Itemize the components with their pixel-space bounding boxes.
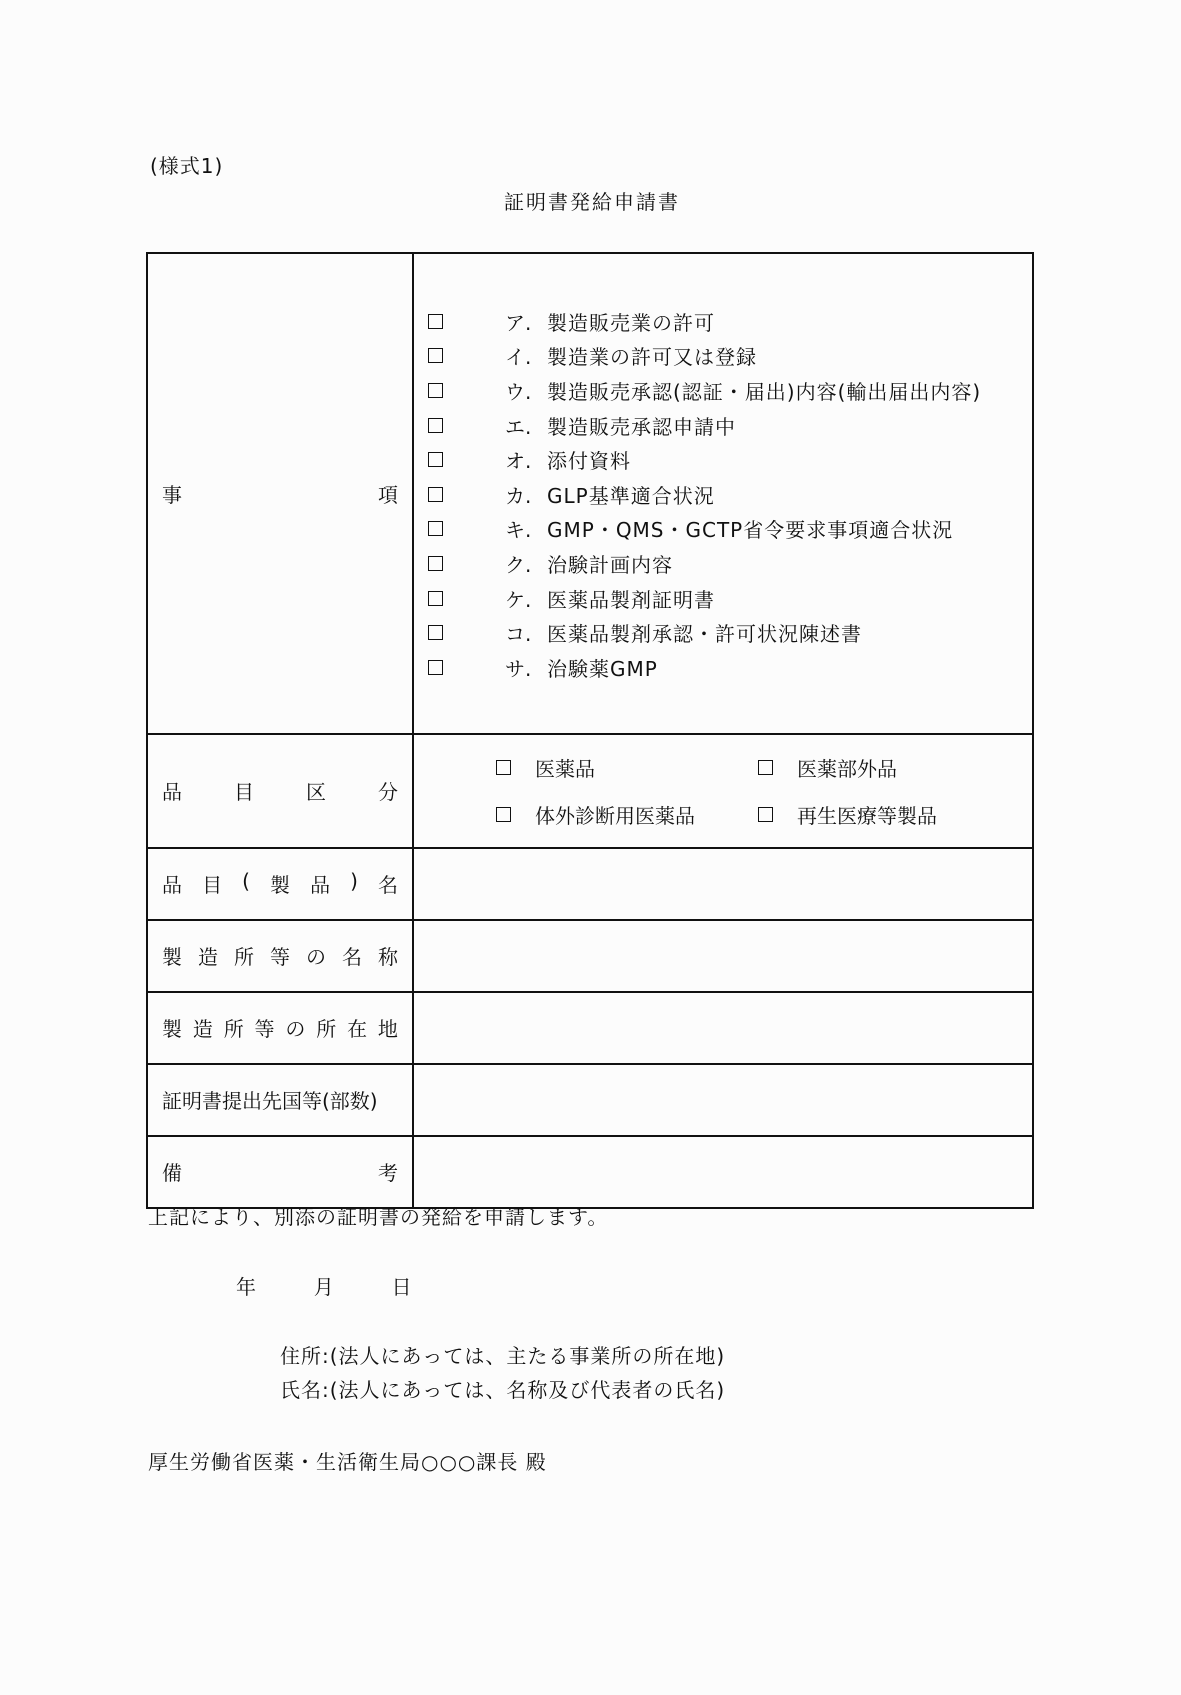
- list-item: キ. GMP・QMS・GCTP省令要求事項適合状況: [428, 512, 1032, 547]
- row-label: 品 目 区 分: [162, 780, 398, 805]
- table-row-category: [147, 734, 1033, 848]
- applicant-address-line: 住所:(法人にあっては、主たる事業所の所在地): [280, 1344, 726, 1368]
- label-cell-product-name: [147, 848, 413, 920]
- category-cell: [413, 734, 1033, 848]
- table-row-items: [147, 253, 1033, 734]
- checkbox[interactable]: [428, 521, 443, 536]
- document-title: 証明書発給申請書: [504, 190, 680, 214]
- checkbox[interactable]: [428, 452, 443, 467]
- list-item: エ. 製造販売承認申請中: [428, 408, 1032, 443]
- checkbox[interactable]: [428, 418, 443, 433]
- row-label: 備 考: [162, 1161, 398, 1186]
- destination-field[interactable]: [413, 1064, 1033, 1136]
- row-label: 製 造 所 等 の 所 在 地: [162, 1017, 398, 1042]
- category-option-regenerative: 再生医療等製品: [758, 800, 1018, 829]
- list-item: ウ. 製造販売承認(認証・届出)内容(輸出届出内容): [428, 373, 1032, 408]
- list-item: ア. 製造販売業の許可: [428, 304, 1032, 339]
- list-item: オ. 添付資料: [428, 442, 1032, 477]
- label-cell-category: [147, 734, 413, 848]
- category-option-ivd: 体外診断用医薬品: [496, 800, 758, 829]
- items-cell: [413, 253, 1033, 734]
- facility-address-field[interactable]: [413, 992, 1033, 1064]
- checkbox[interactable]: [758, 807, 773, 822]
- date-day: 日: [391, 1275, 413, 1299]
- list-item: カ. GLP基準適合状況: [428, 477, 1032, 512]
- checkbox[interactable]: [428, 348, 443, 363]
- checkbox[interactable]: [428, 314, 443, 329]
- applicant-name-line: 氏名:(法人にあっては、名称及び代表者の氏名): [280, 1378, 726, 1402]
- table-row-destination: [147, 1064, 1033, 1136]
- row-label: 品 目 ( 製 品 ) 名: [162, 869, 398, 898]
- label-cell-facility-address: [147, 992, 413, 1064]
- label-cell-remarks: [147, 1136, 413, 1208]
- row-label: 製 造 所 等 の 名 称: [162, 945, 398, 970]
- checkbox[interactable]: [758, 760, 773, 775]
- checkbox[interactable]: [496, 807, 511, 822]
- label-cell-items: [147, 253, 413, 734]
- application-form-table: [146, 252, 1034, 1209]
- table-row-facility-address: [147, 992, 1033, 1064]
- product-name-field[interactable]: [413, 848, 1033, 920]
- date-year: 年: [236, 1275, 257, 1299]
- table-row-facility-name: [147, 920, 1033, 992]
- row-label: 事 項: [162, 482, 398, 507]
- certificate-items-list: [414, 254, 1032, 733]
- list-item: コ. 医薬品製剤承認・許可状況陳述書: [428, 615, 1032, 650]
- category-options: [414, 753, 1032, 829]
- checkbox[interactable]: [496, 760, 511, 775]
- checkbox[interactable]: [428, 591, 443, 606]
- label-cell-destination: [147, 1064, 413, 1136]
- date-line: [236, 1275, 412, 1299]
- list-item: ク. 治験計画内容: [428, 546, 1032, 581]
- form-number-label: (様式1): [150, 154, 224, 178]
- remarks-field[interactable]: [413, 1136, 1033, 1208]
- list-item: イ. 製造業の許可又は登録: [428, 339, 1032, 374]
- label-cell-facility-name: [147, 920, 413, 992]
- category-option-drug: 医薬品: [496, 753, 758, 782]
- checkbox[interactable]: [428, 660, 443, 675]
- list-item: サ. 治験薬GMP: [428, 650, 1032, 685]
- row-label: 証明書提出先国等(部数): [162, 1089, 378, 1114]
- table-row-product-name: [147, 848, 1033, 920]
- checkbox[interactable]: [428, 625, 443, 640]
- list-item: ケ. 医薬品製剤証明書: [428, 581, 1032, 616]
- application-statement: 上記により、別添の証明書の発給を申請します。: [148, 1205, 609, 1229]
- date-month: 月: [313, 1275, 335, 1299]
- facility-name-field[interactable]: [413, 920, 1033, 992]
- table-row-remarks: [147, 1136, 1033, 1208]
- checkbox[interactable]: [428, 487, 443, 502]
- category-option-quasi-drug: 医薬部外品: [758, 753, 1018, 782]
- addressee: 厚生労働省医薬・生活衛生局○○○課長 殿: [148, 1450, 547, 1474]
- checkbox[interactable]: [428, 383, 443, 398]
- checkbox[interactable]: [428, 556, 443, 571]
